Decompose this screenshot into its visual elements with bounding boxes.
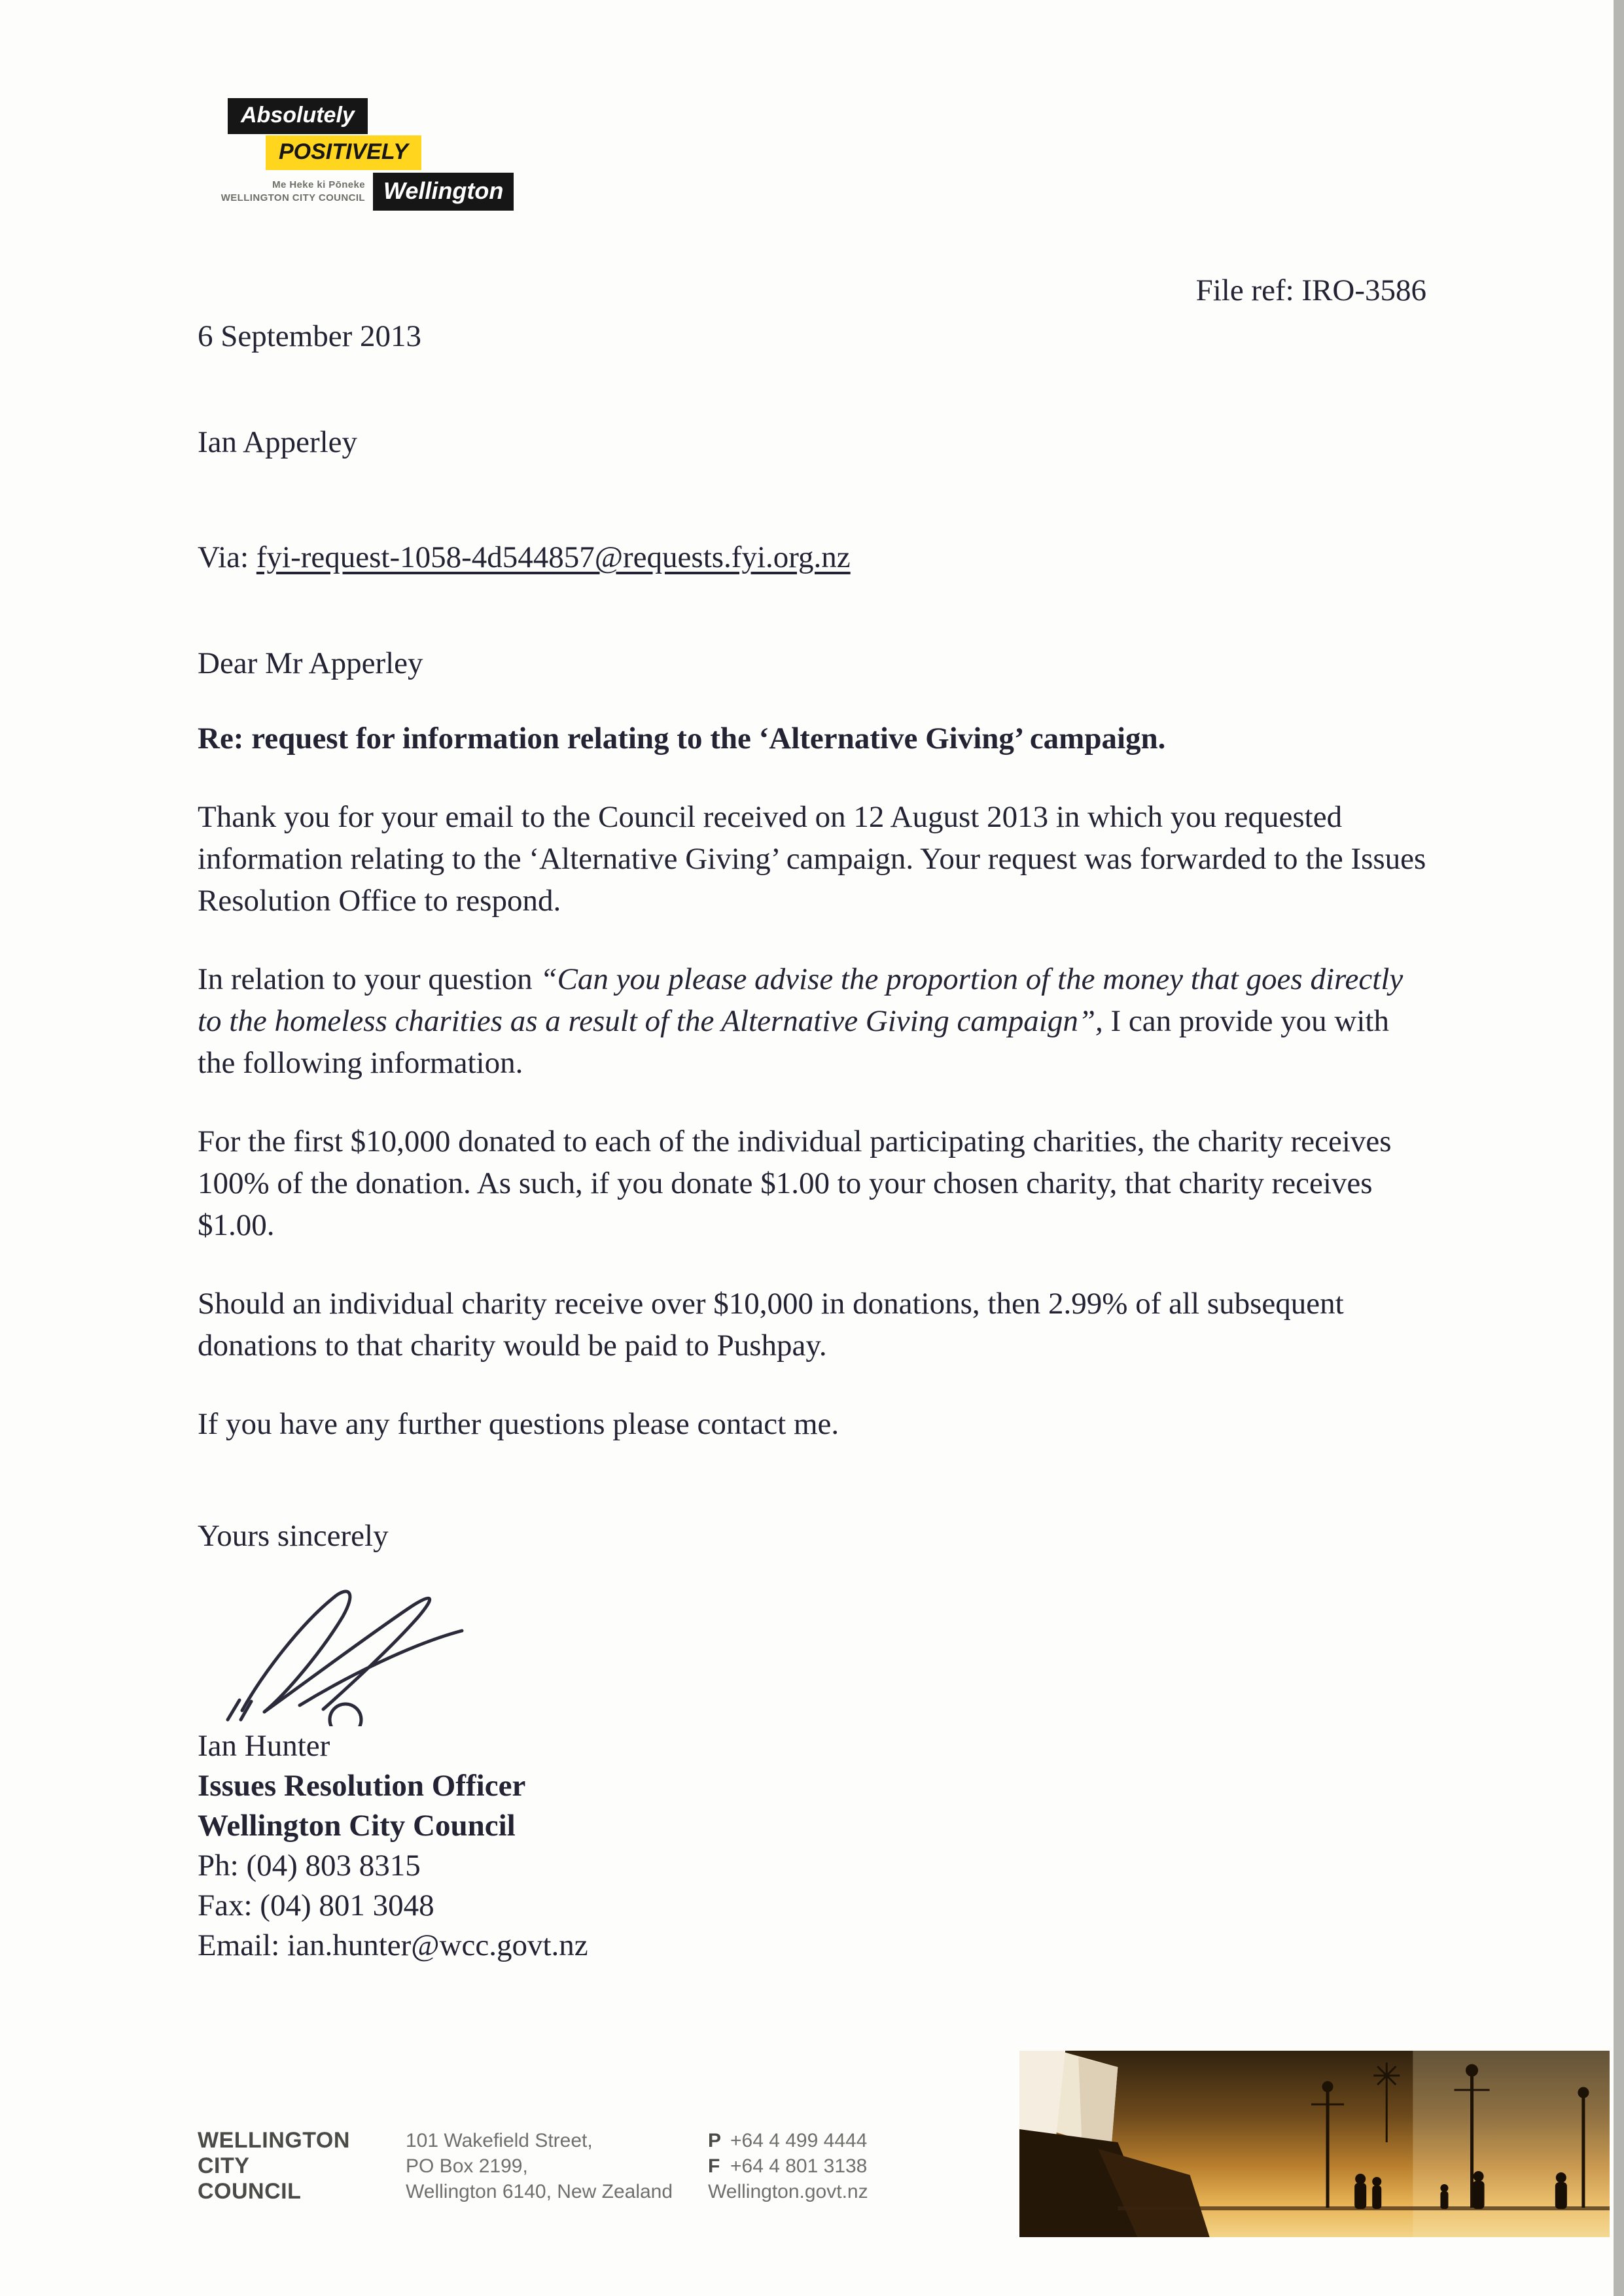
signature-block (198, 1726, 1426, 1966)
paragraph-4: Should an individual charity receive over $10,000 in donations, then 2.99% of all subsequent donations to that charity would be paid to Pushpay. (198, 1287, 1344, 1363)
letter-date: 6 September 2013 (198, 319, 421, 353)
subject-line: Re: request for information relating to the ‘Alternative Giving’ campaign. (198, 722, 1166, 756)
logo-row-wellington (190, 173, 1426, 211)
footer-photo (1019, 2051, 1610, 2237)
footer-org-line3: COUNCIL (198, 2179, 302, 2204)
logo-positively-label: POSITIVELY (266, 135, 421, 170)
waterfront-sunset-photo-icon (1019, 2051, 1610, 2237)
via-label: Via: (198, 540, 256, 574)
footer-contacts (708, 2128, 868, 2204)
paragraph-2 (198, 958, 1426, 1084)
footer-phone-number: +64 4 499 4444 (730, 2130, 868, 2151)
footer-website: Wellington.govt.nz (708, 2181, 868, 2202)
footer-fax-number: +64 4 801 3138 (730, 2155, 868, 2177)
footer-org (198, 2128, 406, 2204)
footer-phone-line (708, 2128, 868, 2153)
footer-text (198, 2128, 868, 2204)
footer-phone-label: P (708, 2130, 722, 2151)
paragraph-2-quote: “Can you please advise the proportion of the money that goes directly to the homeless charities as a result of the Alternative Giving campaign”, (198, 962, 1403, 1038)
paragraph-3: For the first $10,000 donated to each of the individual participating charities, the charity receives 100% of the donation. As such, if you donate $1.00 to your chosen charity, that charity receives $1.00. (198, 1124, 1392, 1242)
paragraph-1: Thank you for your email to the Council received on 12 August 2013 in which you requested information relating to the ‘Alternative Giving’ campaign. Your request was forwarded to the Issues Resolution Office to respond. (198, 800, 1426, 918)
closing-line: Yours sincerely (198, 1519, 389, 1553)
sender-name: Ian Hunter (198, 1729, 330, 1763)
logo-wellington-label: Wellington (373, 173, 514, 211)
paragraph-2-outro: I can provide you with the following information. (198, 1004, 1389, 1080)
footer (198, 2051, 1624, 2240)
handwritten-signature-icon (202, 1572, 516, 1726)
recipient-name: Ian Apperley (198, 425, 358, 459)
salutation: Dear Mr Apperley (198, 646, 423, 680)
logo-council-label: WELLINGTON CITY COUNCIL (221, 192, 365, 203)
via-line (198, 540, 1426, 575)
footer-address (406, 2128, 708, 2204)
footer-address-line1: 101 Wakefield Street, (406, 2130, 593, 2151)
footer-org-line2: CITY (198, 2153, 250, 2178)
sender-fax: Fax: (04) 801 3048 (198, 1888, 434, 1922)
footer-fax-line (708, 2153, 868, 2179)
sender-title: Issues Resolution Officer (198, 1769, 526, 1803)
sender-phone: Ph: (04) 803 8315 (198, 1849, 421, 1883)
sender-org: Wellington City Council (198, 1809, 516, 1843)
footer-address-line3: Wellington 6140, New Zealand (406, 2181, 673, 2202)
via-email-link[interactable]: fyi-request-1058-4d544857@requests.fyi.org.nz (256, 540, 851, 574)
footer-address-line2: PO Box 2199, (406, 2155, 528, 2177)
wcc-logo (221, 98, 1426, 211)
paragraph-5: If you have any further questions please contact me. (198, 1407, 839, 1441)
logo-maori-label: Me Heke ki Pōneke (272, 179, 365, 190)
scanner-edge-artifact (1614, 0, 1624, 2296)
sender-email: Email: ian.hunter@wcc.govt.nz (198, 1928, 588, 1962)
footer-org-line1: WELLINGTON (198, 2128, 350, 2153)
footer-fax-label: F (708, 2155, 720, 2177)
logo-row-absolutely (228, 98, 1426, 134)
logo-council-smalltext (190, 179, 373, 205)
logo-absolutely-label: Absolutely (228, 98, 368, 134)
paragraph-2-intro: In relation to your question (198, 962, 540, 996)
file-reference: File ref: IRO-3586 (1195, 273, 1426, 307)
signature-image (202, 1572, 1426, 1726)
logo-row-positively (266, 135, 1426, 170)
